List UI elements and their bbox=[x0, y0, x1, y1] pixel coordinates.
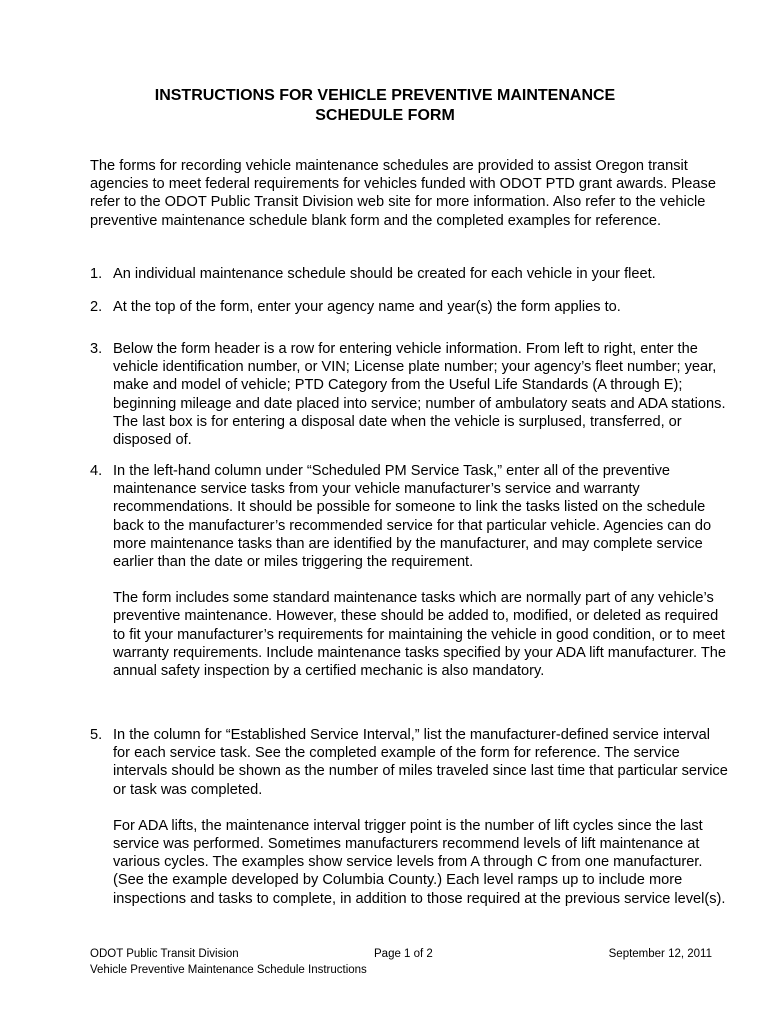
title-line-1: INSTRUCTIONS FOR VEHICLE PREVENTIVE MAINTENANCE bbox=[154, 87, 616, 104]
list-item-paragraph: An individual maintenance schedule should be created for each vehicle in your fleet. bbox=[113, 266, 656, 282]
list-item-4 bbox=[90, 462, 730, 680]
list-item-5 bbox=[90, 726, 730, 908]
list-item-paragraph: The form includes some standard maintenance tasks which are normally part of any vehicle’s preventive maintenance. However, these should be added to, modified, or deleted as required to fit your manufacturer’s requirements for maintaining the vehicle in good condition, or to meet warranty requirements. Include maintenance tasks specified by your ADA lift manufacturer. The annual safety inspection by a certified mechanic is also mandatory. bbox=[113, 590, 726, 680]
list-item-number: 5. bbox=[90, 727, 103, 743]
list-item-2 bbox=[90, 298, 730, 316]
title-line-2: SCHEDULE FORM bbox=[315, 107, 455, 124]
list-item-paragraph: In the column for “Established Service Interval,” list the manufacturer-defined service interval for each service task. See the completed example of the form for reference. The service intervals should be shown as the number of miles traveled since last time that particular service or task was completed. bbox=[113, 727, 728, 798]
list-item-number: 2. bbox=[90, 299, 103, 315]
list-item-paragraph: Below the form header is a row for entering vehicle information. From left to right, enter the vehicle identification number, or VIN; License plate number; your agency’s fleet number; year, make and model of vehicle; PTD Category from the Useful Life Standards (A through E); beginning mileage and date placed into service; number of ambulatory seats and ADA stations. The last box is for entering a disposal date when the vehicle is surplused, transferred, or disposed of. bbox=[113, 341, 726, 449]
list-item-number: 1. bbox=[90, 266, 103, 282]
footer-page-number: Page 1 of 2 bbox=[374, 948, 433, 960]
list-item-paragraph: For ADA lifts, the maintenance interval trigger point is the number of lift cycles since the last service was performed. Sometimes manufacturers recommend levels of lift maintenance at various cycles. The examples show service levels from A through C from one manufacturer. (See the example developed by Columbia County.) Each level ramps up to include more inspections and tasks to complete, in addition to those required at the previous service level(s). bbox=[113, 817, 726, 907]
list-item-3 bbox=[90, 340, 730, 449]
footer-date: September 12, 2011 bbox=[608, 948, 712, 960]
footer-organization: ODOT Public Transit Division bbox=[90, 948, 239, 960]
intro-paragraph: The forms for recording vehicle maintenance schedules are provided to assist Oregon transit agencies to meet federal requirements for vehicles funded with ODOT PTD grant awards. Please refer to the ODOT Public Transit Division web site for more information. Also refer to the vehicle preventive maintenance schedule blank form and the completed examples for reference. bbox=[90, 158, 716, 229]
footer-subtitle: Vehicle Preventive Maintenance Schedule Instructions bbox=[90, 964, 367, 976]
list-item-number: 3. bbox=[90, 341, 103, 357]
list-item-1 bbox=[90, 265, 730, 283]
page-title bbox=[90, 86, 680, 126]
list-item-paragraph: In the left-hand column under “Scheduled PM Service Task,” enter all of the preventive maintenance service tasks from your vehicle manufacturer’s service and warranty recommendations. It should be possible for someone to link the tasks listed on the schedule back to the manufacturer’s recommended service for that particular vehicle. Agencies can do more maintenance tasks than are identified by the manufacturer, and may complete service earlier than the date or miles triggering the requirement. bbox=[113, 463, 712, 571]
list-item-paragraph: At the top of the form, enter your agency name and year(s) the form applies to. bbox=[113, 299, 621, 315]
list-item-number: 4. bbox=[90, 463, 103, 479]
